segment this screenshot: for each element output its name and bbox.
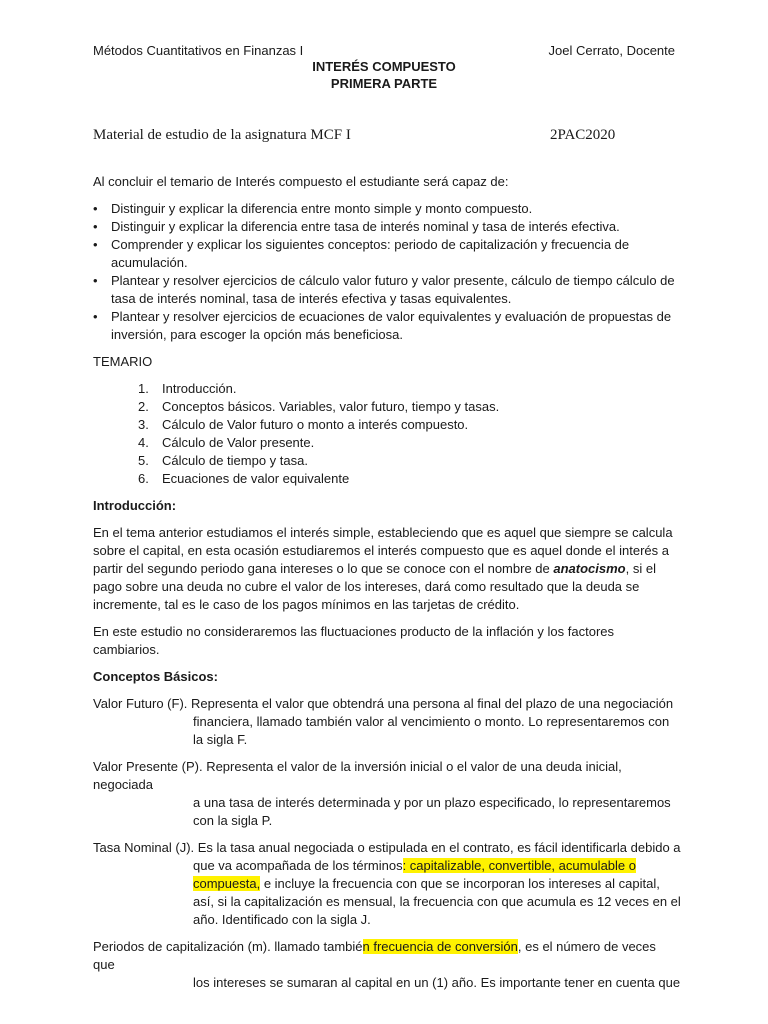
conceptos-heading: Conceptos Básicos:	[93, 669, 218, 684]
definition-periodos-capitalizacion: Periodos de capitalización (m). llamado también frecuencia de conversión, es el número de veces que los intereses se sumaran al capital en un (1) año. Es importante tener en cuenta que	[93, 939, 681, 990]
temario-item: 3. Cálculo de Valor futuro o monto a interés compuesto.	[138, 417, 469, 432]
definition-valor-presente: Valor Presente (P). Representa el valor de la inversión inicial o el valor de una deuda inicial, negociada a una tasa de interés determinada y por un plazo especificado, lo representaremos con la sigla P.	[93, 759, 671, 828]
header-course: Métodos Cuantitativos en Finanzas I	[93, 43, 304, 58]
introduccion-paragraph-1: En el tema anterior estudiamos el interés simple, estableciendo que es aquel que siempre se calcula sobre el capital, en esta ocasión estudiaremos el interés compuesto que es aquel donde el interés a partir del segundo periodo gana intereses o lo que se conoce con el nombre de anatocismo, si el pago sobre una deuda no cubre el valor de los intereses, dará como resultado que la deuda se incremente, tal es le caso de los pagos mínimos en las tarjetas de crédito.	[93, 525, 673, 612]
temario-item: 4. Cálculo de Valor presente.	[138, 435, 315, 450]
definition-tasa-nominal: Tasa Nominal (J). Es la tasa anual negociada o estipulada en el contrato, es fácil identificarla debido a que va acompañada de los términos: capitalizable, convertible, acumulable o compuesta, e incluye la frecuencia con que se incorporan los intereses al capital, así, si la capitalización es mensual, la frecuencia con que acumula es 12 veces en el año. Identificado con la sigla J.	[93, 840, 681, 927]
objective-item: • Distinguir y explicar la diferencia entre monto simple y monto compuesto.	[93, 201, 533, 216]
document-title	[0, 58, 768, 92]
bullet-icon: •	[93, 309, 98, 324]
bullet-icon: •	[93, 201, 98, 216]
temario-item: 2. Conceptos básicos. Variables, valor futuro, tiempo y tasas.	[138, 399, 500, 414]
period-code: 2PAC2020	[550, 127, 616, 143]
highlighted-terms: : capitalizable, convertible, acumulable o compuesta,	[193, 858, 636, 891]
material-subtitle: Material de estudio de la asignatura MCF I	[93, 127, 351, 143]
objective-item: • Plantear y resolver ejercicios de cálculo valor futuro y valor presente, cálculo de tiempo cálculo de tasa de interés nominal, tasa de interés efectiva y tasas equivalentes.	[93, 273, 675, 306]
document-body	[93, 173, 681, 1001]
objectives-list	[93, 200, 681, 344]
header-author: Joel Cerrato, Docente	[548, 43, 675, 58]
objective-item: • Distinguir y explicar la diferencia entre tasa de interés nominal y tasa de interés efectiva.	[93, 219, 620, 234]
anatocismo-term: anatocismo	[553, 561, 626, 576]
temario-list	[93, 380, 681, 488]
introduccion-paragraph-2: En este estudio no consideraremos las fluctuaciones producto de la inflación y los factores cambiarios.	[93, 624, 615, 657]
temario-item: 1. Introducción.	[138, 381, 237, 396]
title-line-1: INTERÉS COMPUESTO	[312, 59, 456, 74]
bullet-icon: •	[93, 273, 98, 288]
title-line-2: PRIMERA PARTE	[330, 76, 438, 91]
temario-item: 6. Ecuaciones de valor equivalente	[138, 471, 350, 486]
intro-sentence: Al concluir el temario de Interés compuesto el estudiante será capaz de:	[93, 174, 509, 189]
objective-item: • Comprender y explicar los siguientes conceptos: periodo de capitalización y frecuencia de acumulación.	[93, 237, 630, 270]
introduccion-heading: Introducción:	[93, 498, 177, 513]
bullet-icon: •	[93, 237, 98, 252]
objective-item: • Plantear y resolver ejercicios de ecuaciones de valor equivalentes y evaluación de propuestas de inversión, para escoger la opción más beneficiosa.	[93, 309, 672, 342]
bullet-icon: •	[93, 219, 98, 234]
temario-label: TEMARIO	[93, 354, 153, 369]
definition-valor-futuro: Valor Futuro (F). Representa el valor que obtendrá una persona al final del plazo de una negociación financiera, llamado también valor al vencimiento o monto. Lo representaremos con la sigla F.	[93, 696, 674, 747]
highlighted-frecuencia: n frecuencia de conversión	[362, 939, 518, 954]
temario-item: 5. Cálculo de tiempo y tasa.	[138, 453, 308, 468]
